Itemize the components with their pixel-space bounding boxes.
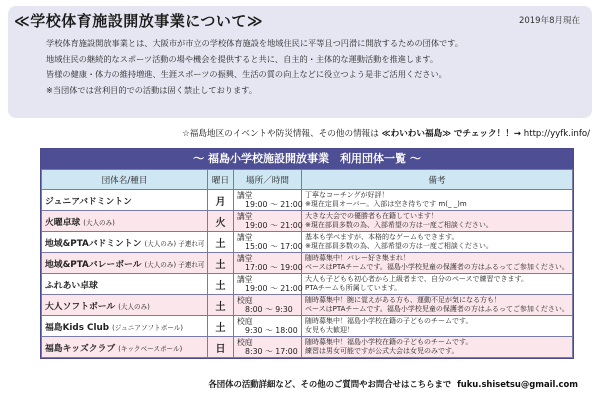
place: 講堂 [237, 233, 253, 242]
time: 19:00 ～ 21:00 [245, 221, 303, 230]
notes-cell [302, 253, 573, 274]
footer-email-link[interactable]: fuku.shisetsu@gmail.com [457, 379, 578, 389]
note-line: 随時募集中！福島小学校在籍の子どものチームです。 [305, 337, 473, 346]
intro-line: 地域住民の継続的なスポーツ活動の場や機会を提供すると共に、自主的・主体的な運動活動を推進します。 [46, 53, 439, 64]
day-cell: 日 [208, 337, 234, 358]
note-line: PTAチームも所属しています。 [305, 284, 402, 292]
notes-cell [302, 316, 573, 337]
group-name-cell [42, 211, 208, 232]
place: 校庭 [237, 317, 253, 326]
note-line: ベースはPTAチームです。福島小学校児童の保護者の方はふるってご参加ください。 [305, 263, 569, 271]
notes-cell [302, 337, 573, 358]
promo-site-name: ≪わいわい福島≫ [381, 129, 452, 139]
intro-line: ※当団体では営利目的での活動は固く禁止しております。 [46, 84, 257, 95]
place: 講堂 [237, 254, 253, 263]
group-name-cell [42, 253, 208, 274]
place-time-cell [234, 232, 302, 253]
time: 19:00 ～ 21:00 [245, 284, 303, 293]
day-cell: 土 [208, 253, 234, 274]
place: 校庭 [237, 296, 253, 305]
place-time-cell [234, 295, 302, 316]
note-line: 大人も子どもも初心者から上級者まで、自分のペースで練習できます。 [305, 274, 528, 283]
group-sub: (キックベースボール) [118, 344, 183, 353]
time: 17:00 ～ 19:00 [245, 263, 303, 272]
note-line: ベースはPTAチームです。福島小学校児童の保護者の方はふるってご参加ください。 [305, 305, 569, 313]
group-sub: (大人のみ) [83, 218, 115, 227]
place: 講堂 [237, 212, 253, 221]
header-place-time: 場所／時間 [234, 170, 302, 190]
table-title: ～ 福島小学校施設開放事業 利用団体一覧 ～ [41, 149, 573, 169]
group-sub: (ジュニアソフトボール) [112, 323, 183, 332]
place: 講堂 [237, 275, 253, 284]
header-notes: 備考 [302, 170, 573, 190]
group-name: 地域&PTAバドミントン [45, 238, 142, 249]
note-line: ※現在定員オーバー。入部は空き待ちです m(_ _)m [305, 200, 467, 208]
footer-text: 各団体の活動詳細など、その他のご質問やお問合せはこちらまで [208, 379, 452, 389]
header-day: 曜日 [208, 170, 234, 190]
note-line: 随時募集中！バレー好き集まれ！ [305, 253, 410, 262]
time: 9:30 ～ 18:00 [245, 326, 298, 335]
place-time-cell [234, 211, 302, 232]
note-line: 女児も大歓迎！ [305, 326, 354, 334]
note-line: ※現在部員多数の為、入部希望の方は一度ご相談ください。 [305, 221, 493, 229]
day-cell: 土 [208, 274, 234, 295]
place: 講堂 [237, 191, 253, 200]
group-name: 福島キッズクラブ [45, 343, 116, 354]
table-row [42, 316, 573, 337]
promo-prefix: ☆福島地区のイベントや防災情報、その他の情報は [182, 129, 379, 139]
table-row [42, 253, 573, 274]
group-name: 大人ソフトボール [45, 301, 116, 312]
notes-cell [302, 190, 573, 211]
intro-line: 学校体育施設開放事業とは、大阪市が市立の学校体育施設を地域住民に平等且つ円滑に開放するための団体です。 [46, 38, 463, 48]
time: 19:00 ～ 21:00 [245, 200, 303, 209]
place: 校庭 [237, 338, 253, 347]
intro-text [46, 36, 586, 98]
day-cell: 月 [208, 190, 234, 211]
place-time-cell [234, 274, 302, 295]
note-line: 丁寧なコーチングが好評！ [305, 190, 389, 199]
intro-title: ≪学校体育施設開放事業について≫ [14, 12, 264, 30]
group-name-cell [42, 274, 208, 295]
notes-cell [302, 274, 573, 295]
place-time-cell [234, 337, 302, 358]
group-sub: (大人のみ) [118, 302, 150, 311]
group-name-cell [42, 232, 208, 253]
group-name-cell [42, 316, 208, 337]
table-row [42, 295, 573, 316]
note-line: 練習は男女可能ですが公式大会は女児のみです。 [305, 347, 459, 355]
group-name-cell [42, 337, 208, 358]
group-sub: (大人のみ) 子連れ可 [144, 239, 205, 248]
note-line: 大きな大会での優勝者も在籍しています！ [305, 211, 438, 220]
group-name: 火曜卓球 [45, 217, 81, 228]
day-cell: 土 [208, 295, 234, 316]
footer-contact [0, 378, 578, 390]
day-cell: 土 [208, 316, 234, 337]
note-line: 基本も学べますが、本格的なゲームもできます。 [305, 232, 459, 241]
place-time-cell [234, 253, 302, 274]
group-name-cell [42, 295, 208, 316]
day-cell: 土 [208, 232, 234, 253]
group-name: ジュニアバドミントン [45, 196, 132, 207]
day-cell: 火 [208, 211, 234, 232]
table-row [42, 337, 573, 358]
notes-cell [302, 232, 573, 253]
notes-cell [302, 295, 573, 316]
group-sub: (大人のみ) 子連れ可 [144, 260, 205, 269]
promo-mid: でチェック！！→ [453, 129, 522, 139]
promo-line [0, 127, 590, 139]
promo-url-link[interactable]: http://yyfk.info/ [523, 129, 590, 139]
table-row [42, 274, 573, 295]
group-name: 福島Kids Club [45, 322, 110, 333]
time: 8:30 ～ 17:00 [245, 347, 298, 356]
group-name: ふれあい卓球 [45, 280, 98, 291]
note-line: 随時募集中！福島小学校在籍の子どものチームです。 [305, 316, 473, 325]
intro-date: 2019年8月現在 [518, 16, 580, 26]
table-row [42, 232, 573, 253]
group-name-cell [42, 190, 208, 211]
place-time-cell [234, 316, 302, 337]
time: 8:00 ～ 9:30 [245, 305, 293, 314]
header-group-name: 団体名/種目 [42, 170, 208, 190]
intro-box [8, 6, 592, 118]
time: 15:00 ～ 17:00 [245, 242, 303, 251]
group-name: 地域&PTAバレーボール [45, 259, 142, 270]
table-row [42, 190, 573, 211]
intro-line: 皆様の健康・体力の維持増進、生涯スポーツの振興、生活の質の向上などに役立つよう是非ご活用ください。 [46, 69, 447, 79]
notes-cell [302, 211, 573, 232]
place-time-cell [234, 190, 302, 211]
note-line: ※現在部員多数の為、入部希望の方は一度ご相談ください。 [305, 242, 493, 250]
groups-table [40, 148, 574, 359]
table-row [42, 211, 573, 232]
note-line: 随時募集中！腕に覚えがある方も、運動不足が気になる方も！ [305, 295, 501, 304]
